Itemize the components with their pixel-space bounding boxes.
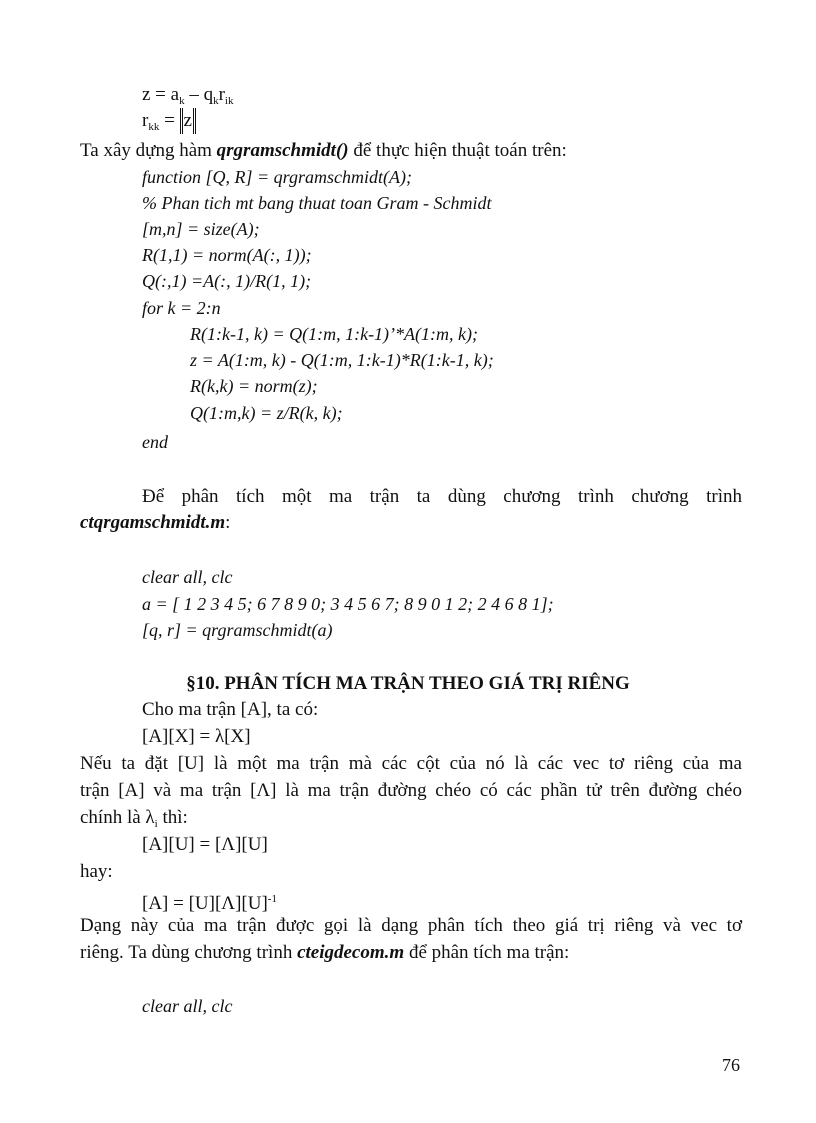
para2-line2: Nếu ta đặt [U] là một ma trận mà các cột của nó là các vec tơ riêng của ma [80,753,742,774]
para1-line1: Để phân tích một ma trận ta dùng chương trình chương trình [142,486,742,507]
code1-inner-line: Q(1:m,k) = z/R(k, k); [190,403,343,423]
para1-program-name: ctqrgamschmidt.m [80,512,226,533]
intro-post: để thực hiện thuật toán trên: [348,140,567,161]
code1-line: % Phan tich mt bang thuat toan Gram - Schmidt [142,193,492,213]
code1-inner-line: z = A(1:m, k) - Q(1:m, 1:k-1)*R(1:k-1, k); [190,350,494,370]
page-number: 76 [722,1055,740,1075]
para2-line3: trận [A] và ma trận [Λ] là ma trận đường chéo có các phần tử trên đường chéo [80,780,742,801]
code3-line: clear all, clc [142,996,233,1016]
intro-line [80,138,567,164]
section-heading: §10. PHÂN TÍCH MA TRẬN THEO GIÁ TRỊ RIÊNG [186,673,630,694]
formula-z-sub: k [179,95,185,107]
formula-z-sub-ik: ik [224,95,234,107]
para1-colon: : [225,512,231,533]
formula-rkk-r: r [142,110,149,131]
para2-line1: Cho ma trận [A], ta có: [142,699,319,720]
formula-rkk-z: z [183,110,192,131]
formula-z-r: r [218,84,225,105]
code1-inner-line: R(k,k) = norm(z); [190,376,318,396]
code1-end: end [142,432,168,452]
intro-func-name: qrgramschmidt() [216,140,349,161]
equation-ax-lx: [A][X] = λ[X] [142,726,251,747]
norm-inner [182,108,194,134]
intro-pre: Ta xây dựng hàm [80,140,217,161]
para1-line2 [80,510,230,536]
code1-line: for k = 2:n [142,298,221,318]
norm-bars [180,108,196,134]
para2-hay: hay: [80,861,113,882]
equation-au-lu: [A][U] = [Λ][U] [142,834,268,855]
formula-z-minus: – q [184,84,214,105]
para2-line6-post: để phân tích ma trận: [404,942,570,963]
formula-rkk-sub: kk [148,121,160,133]
para2-line6-pre: riêng. Ta dùng chương trình [80,942,298,963]
code2-line: a = [ 1 2 3 4 5; 6 7 8 9 0; 3 4 5 6 7; 8 9 0 1 2; 2 4 6 8 1]; [142,594,554,614]
code1-line: R(1,1) = norm(A(:, 1)); [142,245,312,265]
para2-line5: Dạng này của ma trận được gọi là dạng phân tích theo giá trị riêng và vec tơ [80,915,742,936]
code1-line: function [Q, R] = qrgramschmidt(A); [142,167,412,187]
code1-inner-line: R(1:k-1, k) = Q(1:m, 1:k-1)’*A(1:m, k); [190,324,479,344]
para2-line4-pre: chính là λ [80,807,155,828]
para2-line4-sub: i [154,818,158,830]
formula-rkk-eq: = [159,110,180,131]
formula-rkk [142,108,196,140]
para2-line4-post: thì: [157,807,188,828]
para2-program-name: cteigdecom.m [297,942,405,963]
formula-z-lhs: z = a [142,84,180,105]
formula-z-sub2: k [213,95,219,107]
para2-line6 [80,940,569,966]
code2-line: clear all, clc [142,567,233,587]
equation-a-ulu-sup: -1 [267,893,277,905]
code1-line: [m,n] = size(A); [142,219,260,239]
equation-a-ulu-main: [A] = [U][Λ][U] [142,893,268,914]
code2-line: [q, r] = qrgramschmidt(a) [142,620,333,640]
code1-line: Q(:,1) =A(:, 1)/R(1, 1); [142,271,312,291]
